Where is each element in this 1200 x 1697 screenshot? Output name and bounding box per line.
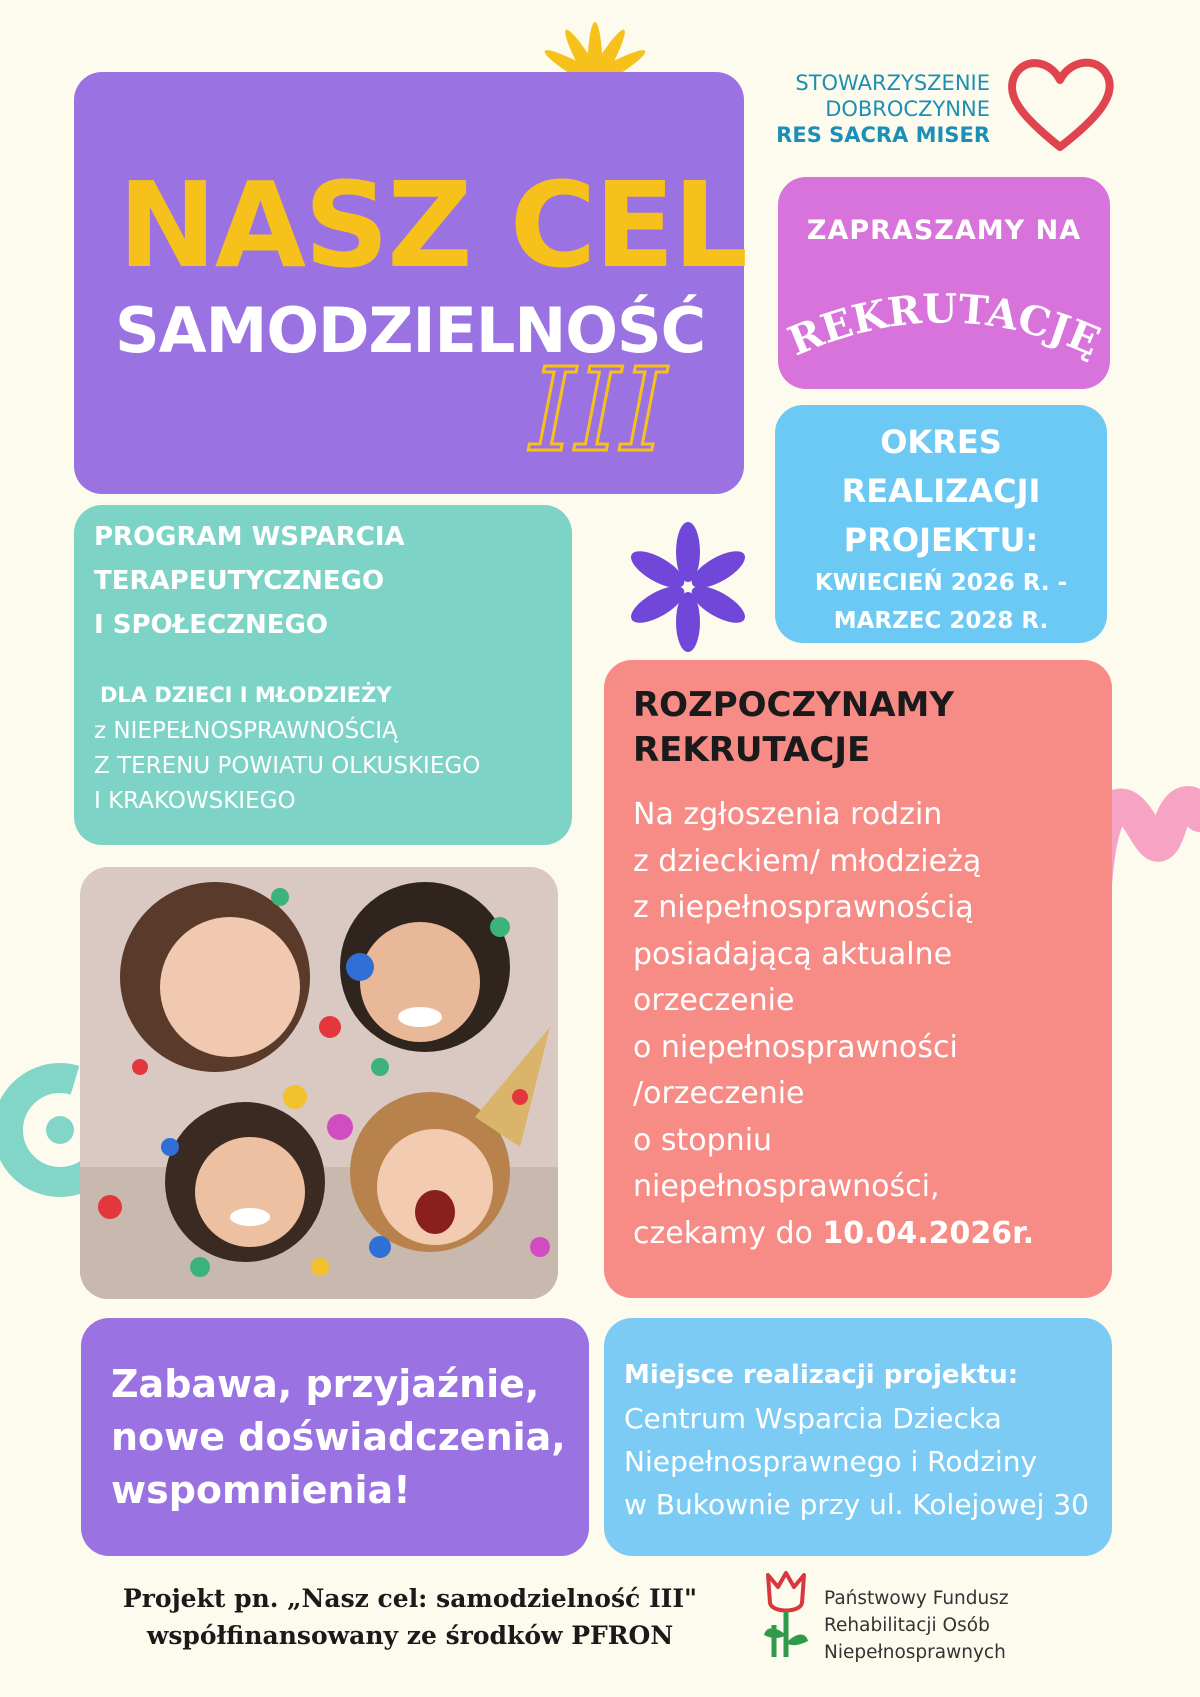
main-subtitle: SAMODZIELNOŚĆ: [115, 294, 706, 367]
project-period-dates: KWIECIEŃ 2026 R. - MARZEC 2028 R.: [814, 570, 1068, 634]
organization-line3: RES SACRA MISER: [776, 123, 990, 147]
organization-logo-text: [750, 70, 990, 148]
organization-line2: DOBROCZYNNE: [825, 97, 990, 121]
roman-numeral-text: III: [530, 350, 667, 475]
footer-funding-note: Projekt pn. „Nasz cel: samodzielność III" współfinansowany ze środków PFRON: [122, 1584, 698, 1650]
invitation-line: ZAPRASZAMY NA: [806, 215, 1082, 246]
purple-flower-icon: [628, 522, 748, 652]
program-target-group: DLA DZIECI I MŁODZIEŻY: [100, 683, 392, 707]
recruitment-body-text: Na zgłoszenia rodzin z dzieckiem/ młodzieżą z niepełnosprawnością posiadającą aktualne orzeczenie o niepełnosprawności /orzeczenie o stopniu niepełnosprawności, czekamy do: [633, 797, 982, 1251]
fun-text: Zabawa, przyjaźnie, nowe doświadczenia, wspomnienia!: [111, 1362, 566, 1512]
heart-icon: [1000, 55, 1120, 155]
pfron-name: Państwowy Fundusz Rehabilitacji Osób Niepełnosprawnych: [824, 1588, 1009, 1663]
children-confetti-photo: [80, 867, 558, 1299]
organization-line1: STOWARZYSZENIE: [795, 71, 990, 95]
recruitment-body: [633, 792, 1103, 1257]
recruitment-arc-text: REKRUTACJĘ: [781, 285, 1107, 366]
place-address: Centrum Wsparcia Dziecka Niepełnosprawnego i Rodziny w Bukownie przy ul. Kolejowej 30: [624, 1402, 1089, 1521]
svg-text:REKRUTACJĘ: [782, 285, 1107, 365]
program-target-details: z NIEPEŁNOSPRAWNOŚCIĄ Z TERENU POWIATU OLKUSKIEGO I KRAKOWSKIEGO: [94, 718, 481, 814]
tulip-icon: [760, 1565, 812, 1660]
program-title: PROGRAM WSPARCIA TERAPEUTYCZNEGO I SPOŁECZNEGO: [94, 522, 405, 640]
roman-numeral-three: [520, 350, 720, 475]
main-title: NASZ CEL: [118, 156, 747, 294]
place-title: Miejsce realizacji projektu:: [624, 1360, 1019, 1390]
recruitment-arc-title: [778, 265, 1110, 375]
recruitment-deadline: 10.04.2026r.: [822, 1215, 1035, 1251]
project-period-title: OKRES REALIZACJI PROJEKTU:: [841, 423, 1041, 559]
recruitment-title: ROZPOCZYNAMY REKRUTACJE: [633, 685, 955, 770]
